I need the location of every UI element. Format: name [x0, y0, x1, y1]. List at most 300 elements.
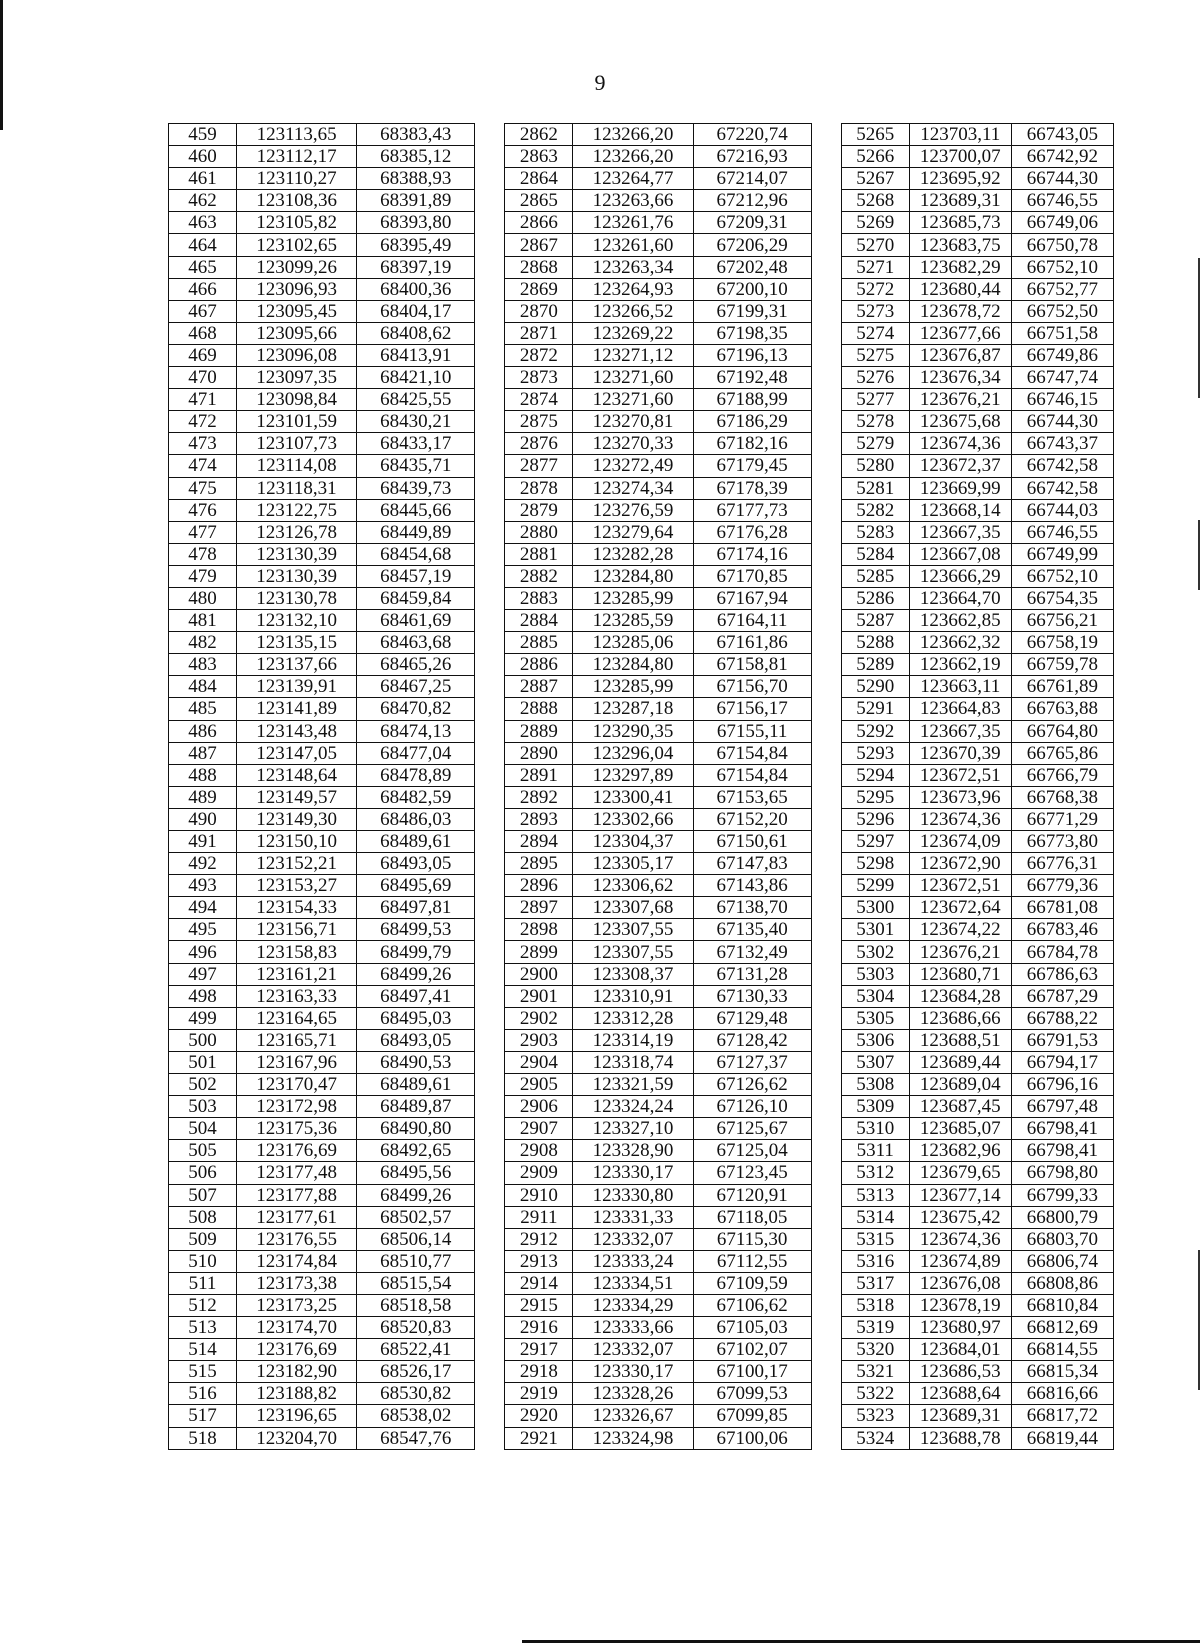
column-group-gap	[811, 831, 841, 853]
column-group-gap	[811, 897, 841, 919]
cell-y-coordinate: 68502,57	[357, 1206, 475, 1228]
cell-y-coordinate: 67153,65	[693, 786, 811, 808]
cell-point-number: 5312	[841, 1162, 909, 1184]
column-group-gap	[475, 1339, 505, 1361]
column-group-gap	[475, 853, 505, 875]
cell-y-coordinate: 67177,73	[693, 499, 811, 521]
column-group-gap	[475, 344, 505, 366]
cell-x-coordinate: 123176,69	[237, 1140, 357, 1162]
cell-point-number: 2888	[505, 698, 573, 720]
cell-x-coordinate: 123685,73	[909, 212, 1011, 234]
cell-point-number: 5292	[841, 720, 909, 742]
cell-x-coordinate: 123285,06	[573, 632, 693, 654]
cell-y-coordinate: 67154,84	[693, 742, 811, 764]
table-row	[169, 455, 1114, 477]
cell-x-coordinate: 123330,80	[573, 1184, 693, 1206]
cell-point-number: 502	[169, 1074, 237, 1096]
cell-point-number: 467	[169, 300, 237, 322]
cell-x-coordinate: 123684,28	[909, 985, 1011, 1007]
cell-point-number: 5304	[841, 985, 909, 1007]
cell-x-coordinate: 123689,44	[909, 1051, 1011, 1073]
cell-point-number: 5291	[841, 698, 909, 720]
cell-y-coordinate: 66784,78	[1011, 941, 1113, 963]
cell-x-coordinate: 123688,64	[909, 1383, 1011, 1405]
cell-point-number: 478	[169, 543, 237, 565]
cell-point-number: 2911	[505, 1206, 573, 1228]
cell-point-number: 481	[169, 610, 237, 632]
column-group-gap	[811, 676, 841, 698]
table-row	[169, 1405, 1114, 1427]
cell-y-coordinate: 67109,59	[693, 1272, 811, 1294]
column-group-gap	[475, 1383, 505, 1405]
cell-point-number: 5295	[841, 786, 909, 808]
table-row	[169, 433, 1114, 455]
cell-x-coordinate: 123266,52	[573, 300, 693, 322]
table-row	[169, 963, 1114, 985]
cell-point-number: 5287	[841, 610, 909, 632]
column-group-gap	[475, 1294, 505, 1316]
column-group-gap	[811, 632, 841, 654]
cell-x-coordinate: 123307,55	[573, 919, 693, 941]
cell-x-coordinate: 123152,21	[237, 853, 357, 875]
cell-x-coordinate: 123261,76	[573, 212, 693, 234]
cell-x-coordinate: 123285,59	[573, 610, 693, 632]
cell-x-coordinate: 123285,99	[573, 587, 693, 609]
cell-point-number: 5311	[841, 1140, 909, 1162]
cell-point-number: 5317	[841, 1272, 909, 1294]
table-row	[169, 720, 1114, 742]
cell-y-coordinate: 67164,11	[693, 610, 811, 632]
cell-y-coordinate: 66800,79	[1011, 1206, 1113, 1228]
column-group-gap	[475, 300, 505, 322]
cell-point-number: 490	[169, 808, 237, 830]
cell-y-coordinate: 67158,81	[693, 654, 811, 676]
cell-point-number: 5308	[841, 1074, 909, 1096]
table-row	[169, 698, 1114, 720]
cell-y-coordinate: 67130,33	[693, 985, 811, 1007]
column-group-gap	[475, 1361, 505, 1383]
cell-x-coordinate: 123158,83	[237, 941, 357, 963]
cell-y-coordinate: 68474,13	[357, 720, 475, 742]
cell-x-coordinate: 123328,26	[573, 1383, 693, 1405]
cell-point-number: 459	[169, 124, 237, 146]
table-row	[169, 1051, 1114, 1073]
cell-x-coordinate: 123282,28	[573, 543, 693, 565]
cell-point-number: 494	[169, 897, 237, 919]
column-group-gap	[811, 455, 841, 477]
column-group-gap	[811, 344, 841, 366]
cell-point-number: 5315	[841, 1228, 909, 1250]
table-row	[169, 1272, 1114, 1294]
cell-y-coordinate: 66798,80	[1011, 1162, 1113, 1184]
cell-x-coordinate: 123676,08	[909, 1272, 1011, 1294]
cell-point-number: 2862	[505, 124, 573, 146]
cell-x-coordinate: 123676,21	[909, 389, 1011, 411]
table-row	[169, 1427, 1114, 1449]
cell-y-coordinate: 67199,31	[693, 300, 811, 322]
cell-point-number: 2914	[505, 1272, 573, 1294]
cell-y-coordinate: 67186,29	[693, 411, 811, 433]
cell-y-coordinate: 68515,54	[357, 1272, 475, 1294]
cell-point-number: 5289	[841, 654, 909, 676]
cell-point-number: 5283	[841, 521, 909, 543]
cell-x-coordinate: 123114,08	[237, 455, 357, 477]
cell-point-number: 5277	[841, 389, 909, 411]
cell-x-coordinate: 123096,93	[237, 278, 357, 300]
cell-x-coordinate: 123667,08	[909, 543, 1011, 565]
column-group-gap	[475, 190, 505, 212]
cell-y-coordinate: 66797,48	[1011, 1096, 1113, 1118]
cell-point-number: 493	[169, 875, 237, 897]
cell-y-coordinate: 66746,55	[1011, 190, 1113, 212]
cell-point-number: 5318	[841, 1294, 909, 1316]
cell-x-coordinate: 123284,80	[573, 654, 693, 676]
cell-y-coordinate: 68493,05	[357, 1029, 475, 1051]
column-group-gap	[475, 698, 505, 720]
cell-x-coordinate: 123307,55	[573, 941, 693, 963]
cell-x-coordinate: 123174,70	[237, 1317, 357, 1339]
cell-x-coordinate: 123113,65	[237, 124, 357, 146]
column-group-gap	[811, 764, 841, 786]
column-group-gap	[475, 1250, 505, 1272]
cell-y-coordinate: 66765,86	[1011, 742, 1113, 764]
cell-y-coordinate: 66819,44	[1011, 1427, 1113, 1449]
cell-x-coordinate: 123269,22	[573, 322, 693, 344]
column-group-gap	[811, 565, 841, 587]
cell-x-coordinate: 123662,19	[909, 654, 1011, 676]
cell-x-coordinate: 123261,60	[573, 234, 693, 256]
cell-y-coordinate: 66752,77	[1011, 278, 1113, 300]
cell-point-number: 5306	[841, 1029, 909, 1051]
cell-x-coordinate: 123296,04	[573, 742, 693, 764]
cell-y-coordinate: 67129,48	[693, 1007, 811, 1029]
cell-y-coordinate: 66812,69	[1011, 1317, 1113, 1339]
cell-x-coordinate: 123130,39	[237, 565, 357, 587]
column-group-gap	[811, 1140, 841, 1162]
cell-y-coordinate: 66742,58	[1011, 455, 1113, 477]
cell-point-number: 2910	[505, 1184, 573, 1206]
column-group-gap	[475, 146, 505, 168]
cell-y-coordinate: 67152,20	[693, 808, 811, 830]
cell-y-coordinate: 68489,61	[357, 831, 475, 853]
coordinates-table-body	[169, 124, 1114, 1450]
column-group-gap	[811, 477, 841, 499]
cell-point-number: 2883	[505, 587, 573, 609]
cell-y-coordinate: 66788,22	[1011, 1007, 1113, 1029]
cell-y-coordinate: 68461,69	[357, 610, 475, 632]
cell-y-coordinate: 66768,38	[1011, 786, 1113, 808]
cell-x-coordinate: 123695,92	[909, 168, 1011, 190]
column-group-gap	[475, 124, 505, 146]
column-group-gap	[811, 367, 841, 389]
cell-point-number: 5323	[841, 1405, 909, 1427]
table-row	[169, 875, 1114, 897]
cell-point-number: 2868	[505, 256, 573, 278]
cell-y-coordinate: 66744,03	[1011, 499, 1113, 521]
cell-x-coordinate: 123264,77	[573, 168, 693, 190]
column-group-gap	[475, 455, 505, 477]
column-group-gap	[811, 190, 841, 212]
cell-x-coordinate: 123318,74	[573, 1051, 693, 1073]
cell-point-number: 507	[169, 1184, 237, 1206]
cell-point-number: 5290	[841, 676, 909, 698]
column-group-gap	[811, 433, 841, 455]
table-row	[169, 808, 1114, 830]
cell-x-coordinate: 123147,05	[237, 742, 357, 764]
table-row	[169, 1140, 1114, 1162]
column-group-gap	[811, 985, 841, 1007]
cell-point-number: 485	[169, 698, 237, 720]
cell-y-coordinate: 68499,53	[357, 919, 475, 941]
cell-y-coordinate: 68454,68	[357, 543, 475, 565]
cell-y-coordinate: 66803,70	[1011, 1228, 1113, 1250]
cell-point-number: 5284	[841, 543, 909, 565]
column-group-gap	[811, 587, 841, 609]
cell-point-number: 472	[169, 411, 237, 433]
column-group-gap	[475, 367, 505, 389]
cell-x-coordinate: 123175,36	[237, 1118, 357, 1140]
column-group-gap	[475, 654, 505, 676]
column-group-gap	[811, 1184, 841, 1206]
cell-point-number: 2884	[505, 610, 573, 632]
cell-x-coordinate: 123332,07	[573, 1339, 693, 1361]
cell-y-coordinate: 68477,04	[357, 742, 475, 764]
column-group-gap	[811, 499, 841, 521]
cell-x-coordinate: 123153,27	[237, 875, 357, 897]
cell-y-coordinate: 68495,03	[357, 1007, 475, 1029]
cell-x-coordinate: 123674,36	[909, 1228, 1011, 1250]
cell-y-coordinate: 67178,39	[693, 477, 811, 499]
cell-x-coordinate: 123110,27	[237, 168, 357, 190]
cell-point-number: 2902	[505, 1007, 573, 1029]
cell-y-coordinate: 68391,89	[357, 190, 475, 212]
cell-x-coordinate: 123176,69	[237, 1339, 357, 1361]
cell-y-coordinate: 68459,84	[357, 587, 475, 609]
cell-point-number: 483	[169, 654, 237, 676]
cell-x-coordinate: 123670,39	[909, 742, 1011, 764]
cell-x-coordinate: 123139,91	[237, 676, 357, 698]
cell-y-coordinate: 66749,06	[1011, 212, 1113, 234]
cell-y-coordinate: 68404,17	[357, 300, 475, 322]
cell-x-coordinate: 123156,71	[237, 919, 357, 941]
cell-point-number: 5296	[841, 808, 909, 830]
cell-y-coordinate: 66742,58	[1011, 477, 1113, 499]
cell-y-coordinate: 66744,30	[1011, 411, 1113, 433]
cell-y-coordinate: 67202,48	[693, 256, 811, 278]
cell-x-coordinate: 123674,09	[909, 831, 1011, 853]
cell-x-coordinate: 123677,66	[909, 322, 1011, 344]
cell-point-number: 501	[169, 1051, 237, 1073]
cell-y-coordinate: 67100,06	[693, 1427, 811, 1449]
cell-point-number: 2908	[505, 1140, 573, 1162]
cell-y-coordinate: 68385,12	[357, 146, 475, 168]
cell-x-coordinate: 123276,59	[573, 499, 693, 521]
cell-x-coordinate: 123676,21	[909, 941, 1011, 963]
cell-x-coordinate: 123700,07	[909, 146, 1011, 168]
cell-point-number: 5286	[841, 587, 909, 609]
cell-x-coordinate: 123324,98	[573, 1427, 693, 1449]
table-row	[169, 1228, 1114, 1250]
column-group-gap	[475, 411, 505, 433]
cell-point-number: 5310	[841, 1118, 909, 1140]
cell-point-number: 2906	[505, 1096, 573, 1118]
cell-point-number: 5314	[841, 1206, 909, 1228]
column-group-gap	[475, 1427, 505, 1449]
cell-x-coordinate: 123105,82	[237, 212, 357, 234]
table-row	[169, 168, 1114, 190]
cell-point-number: 5272	[841, 278, 909, 300]
cell-point-number: 498	[169, 985, 237, 1007]
column-group-gap	[811, 168, 841, 190]
cell-y-coordinate: 67155,11	[693, 720, 811, 742]
table-row	[169, 1162, 1114, 1184]
cell-point-number: 505	[169, 1140, 237, 1162]
cell-y-coordinate: 68445,66	[357, 499, 475, 521]
column-group-gap	[811, 742, 841, 764]
cell-y-coordinate: 68495,69	[357, 875, 475, 897]
cell-point-number: 463	[169, 212, 237, 234]
column-group-gap	[475, 322, 505, 344]
cell-point-number: 2917	[505, 1339, 573, 1361]
cell-x-coordinate: 123167,96	[237, 1051, 357, 1073]
cell-y-coordinate: 66743,05	[1011, 124, 1113, 146]
cell-x-coordinate: 123172,98	[237, 1096, 357, 1118]
cell-x-coordinate: 123687,45	[909, 1096, 1011, 1118]
cell-x-coordinate: 123137,66	[237, 654, 357, 676]
cell-point-number: 464	[169, 234, 237, 256]
column-group-gap	[811, 875, 841, 897]
cell-x-coordinate: 123108,36	[237, 190, 357, 212]
cell-point-number: 486	[169, 720, 237, 742]
cell-point-number: 5294	[841, 764, 909, 786]
cell-y-coordinate: 68408,62	[357, 322, 475, 344]
cell-x-coordinate: 123331,33	[573, 1206, 693, 1228]
cell-x-coordinate: 123264,93	[573, 278, 693, 300]
cell-y-coordinate: 66742,92	[1011, 146, 1113, 168]
cell-y-coordinate: 67138,70	[693, 897, 811, 919]
table-row	[169, 212, 1114, 234]
cell-point-number: 513	[169, 1317, 237, 1339]
cell-point-number: 2907	[505, 1118, 573, 1140]
cell-x-coordinate: 123130,78	[237, 587, 357, 609]
cell-y-coordinate: 68388,93	[357, 168, 475, 190]
cell-x-coordinate: 123271,60	[573, 367, 693, 389]
cell-point-number: 5265	[841, 124, 909, 146]
table-row	[169, 1118, 1114, 1140]
cell-point-number: 510	[169, 1250, 237, 1272]
cell-x-coordinate: 123672,51	[909, 875, 1011, 897]
cell-x-coordinate: 123266,20	[573, 124, 693, 146]
column-group-gap	[475, 1074, 505, 1096]
table-row	[169, 786, 1114, 808]
column-group-gap	[811, 1272, 841, 1294]
column-group-gap	[475, 831, 505, 853]
table-row	[169, 632, 1114, 654]
column-group-gap	[475, 720, 505, 742]
cell-point-number: 2871	[505, 322, 573, 344]
cell-x-coordinate: 123177,61	[237, 1206, 357, 1228]
cell-y-coordinate: 67125,67	[693, 1118, 811, 1140]
cell-point-number: 5285	[841, 565, 909, 587]
table-row	[169, 1294, 1114, 1316]
table-row	[169, 344, 1114, 366]
cell-y-coordinate: 68400,36	[357, 278, 475, 300]
cell-point-number: 500	[169, 1029, 237, 1051]
cell-y-coordinate: 67135,40	[693, 919, 811, 941]
table-row	[169, 521, 1114, 543]
cell-y-coordinate: 66761,89	[1011, 676, 1113, 698]
cell-x-coordinate: 123668,14	[909, 499, 1011, 521]
column-group-gap	[811, 411, 841, 433]
cell-point-number: 476	[169, 499, 237, 521]
cell-x-coordinate: 123285,99	[573, 676, 693, 698]
cell-y-coordinate: 66750,78	[1011, 234, 1113, 256]
cell-x-coordinate: 123662,85	[909, 610, 1011, 632]
cell-point-number: 5278	[841, 411, 909, 433]
cell-point-number: 2909	[505, 1162, 573, 1184]
table-row	[169, 853, 1114, 875]
cell-y-coordinate: 68489,61	[357, 1074, 475, 1096]
cell-x-coordinate: 123312,28	[573, 1007, 693, 1029]
cell-y-coordinate: 68470,82	[357, 698, 475, 720]
column-group-gap	[811, 1096, 841, 1118]
cell-point-number: 2881	[505, 543, 573, 565]
cell-point-number: 2887	[505, 676, 573, 698]
table-row	[169, 300, 1114, 322]
column-group-gap	[475, 1184, 505, 1206]
cell-x-coordinate: 123676,87	[909, 344, 1011, 366]
table-row	[169, 278, 1114, 300]
cell-y-coordinate: 67209,31	[693, 212, 811, 234]
cell-point-number: 5319	[841, 1317, 909, 1339]
cell-point-number: 5271	[841, 256, 909, 278]
cell-point-number: 2898	[505, 919, 573, 941]
cell-point-number: 514	[169, 1339, 237, 1361]
column-group-gap	[811, 322, 841, 344]
cell-y-coordinate: 67126,62	[693, 1074, 811, 1096]
cell-y-coordinate: 66764,80	[1011, 720, 1113, 742]
cell-x-coordinate: 123684,01	[909, 1339, 1011, 1361]
cell-x-coordinate: 123321,59	[573, 1074, 693, 1096]
cell-x-coordinate: 123141,89	[237, 698, 357, 720]
table-row	[169, 610, 1114, 632]
cell-y-coordinate: 67161,86	[693, 632, 811, 654]
cell-point-number: 2912	[505, 1228, 573, 1250]
cell-x-coordinate: 123266,20	[573, 146, 693, 168]
cell-point-number: 2885	[505, 632, 573, 654]
cell-point-number: 2895	[505, 853, 573, 875]
cell-y-coordinate: 66816,66	[1011, 1383, 1113, 1405]
cell-y-coordinate: 67099,85	[693, 1405, 811, 1427]
cell-point-number: 488	[169, 764, 237, 786]
cell-x-coordinate: 123302,66	[573, 808, 693, 830]
column-group-gap	[475, 433, 505, 455]
cell-point-number: 470	[169, 367, 237, 389]
cell-y-coordinate: 67112,55	[693, 1250, 811, 1272]
cell-point-number: 2892	[505, 786, 573, 808]
column-group-gap	[475, 1228, 505, 1250]
cell-x-coordinate: 123664,70	[909, 587, 1011, 609]
table-row	[169, 190, 1114, 212]
cell-point-number: 509	[169, 1228, 237, 1250]
cell-point-number: 5274	[841, 322, 909, 344]
column-group-gap	[475, 1405, 505, 1427]
column-group-gap	[475, 499, 505, 521]
cell-x-coordinate: 123682,29	[909, 256, 1011, 278]
table-row	[169, 1250, 1114, 1272]
cell-x-coordinate: 123287,18	[573, 698, 693, 720]
column-group-gap	[811, 1427, 841, 1449]
